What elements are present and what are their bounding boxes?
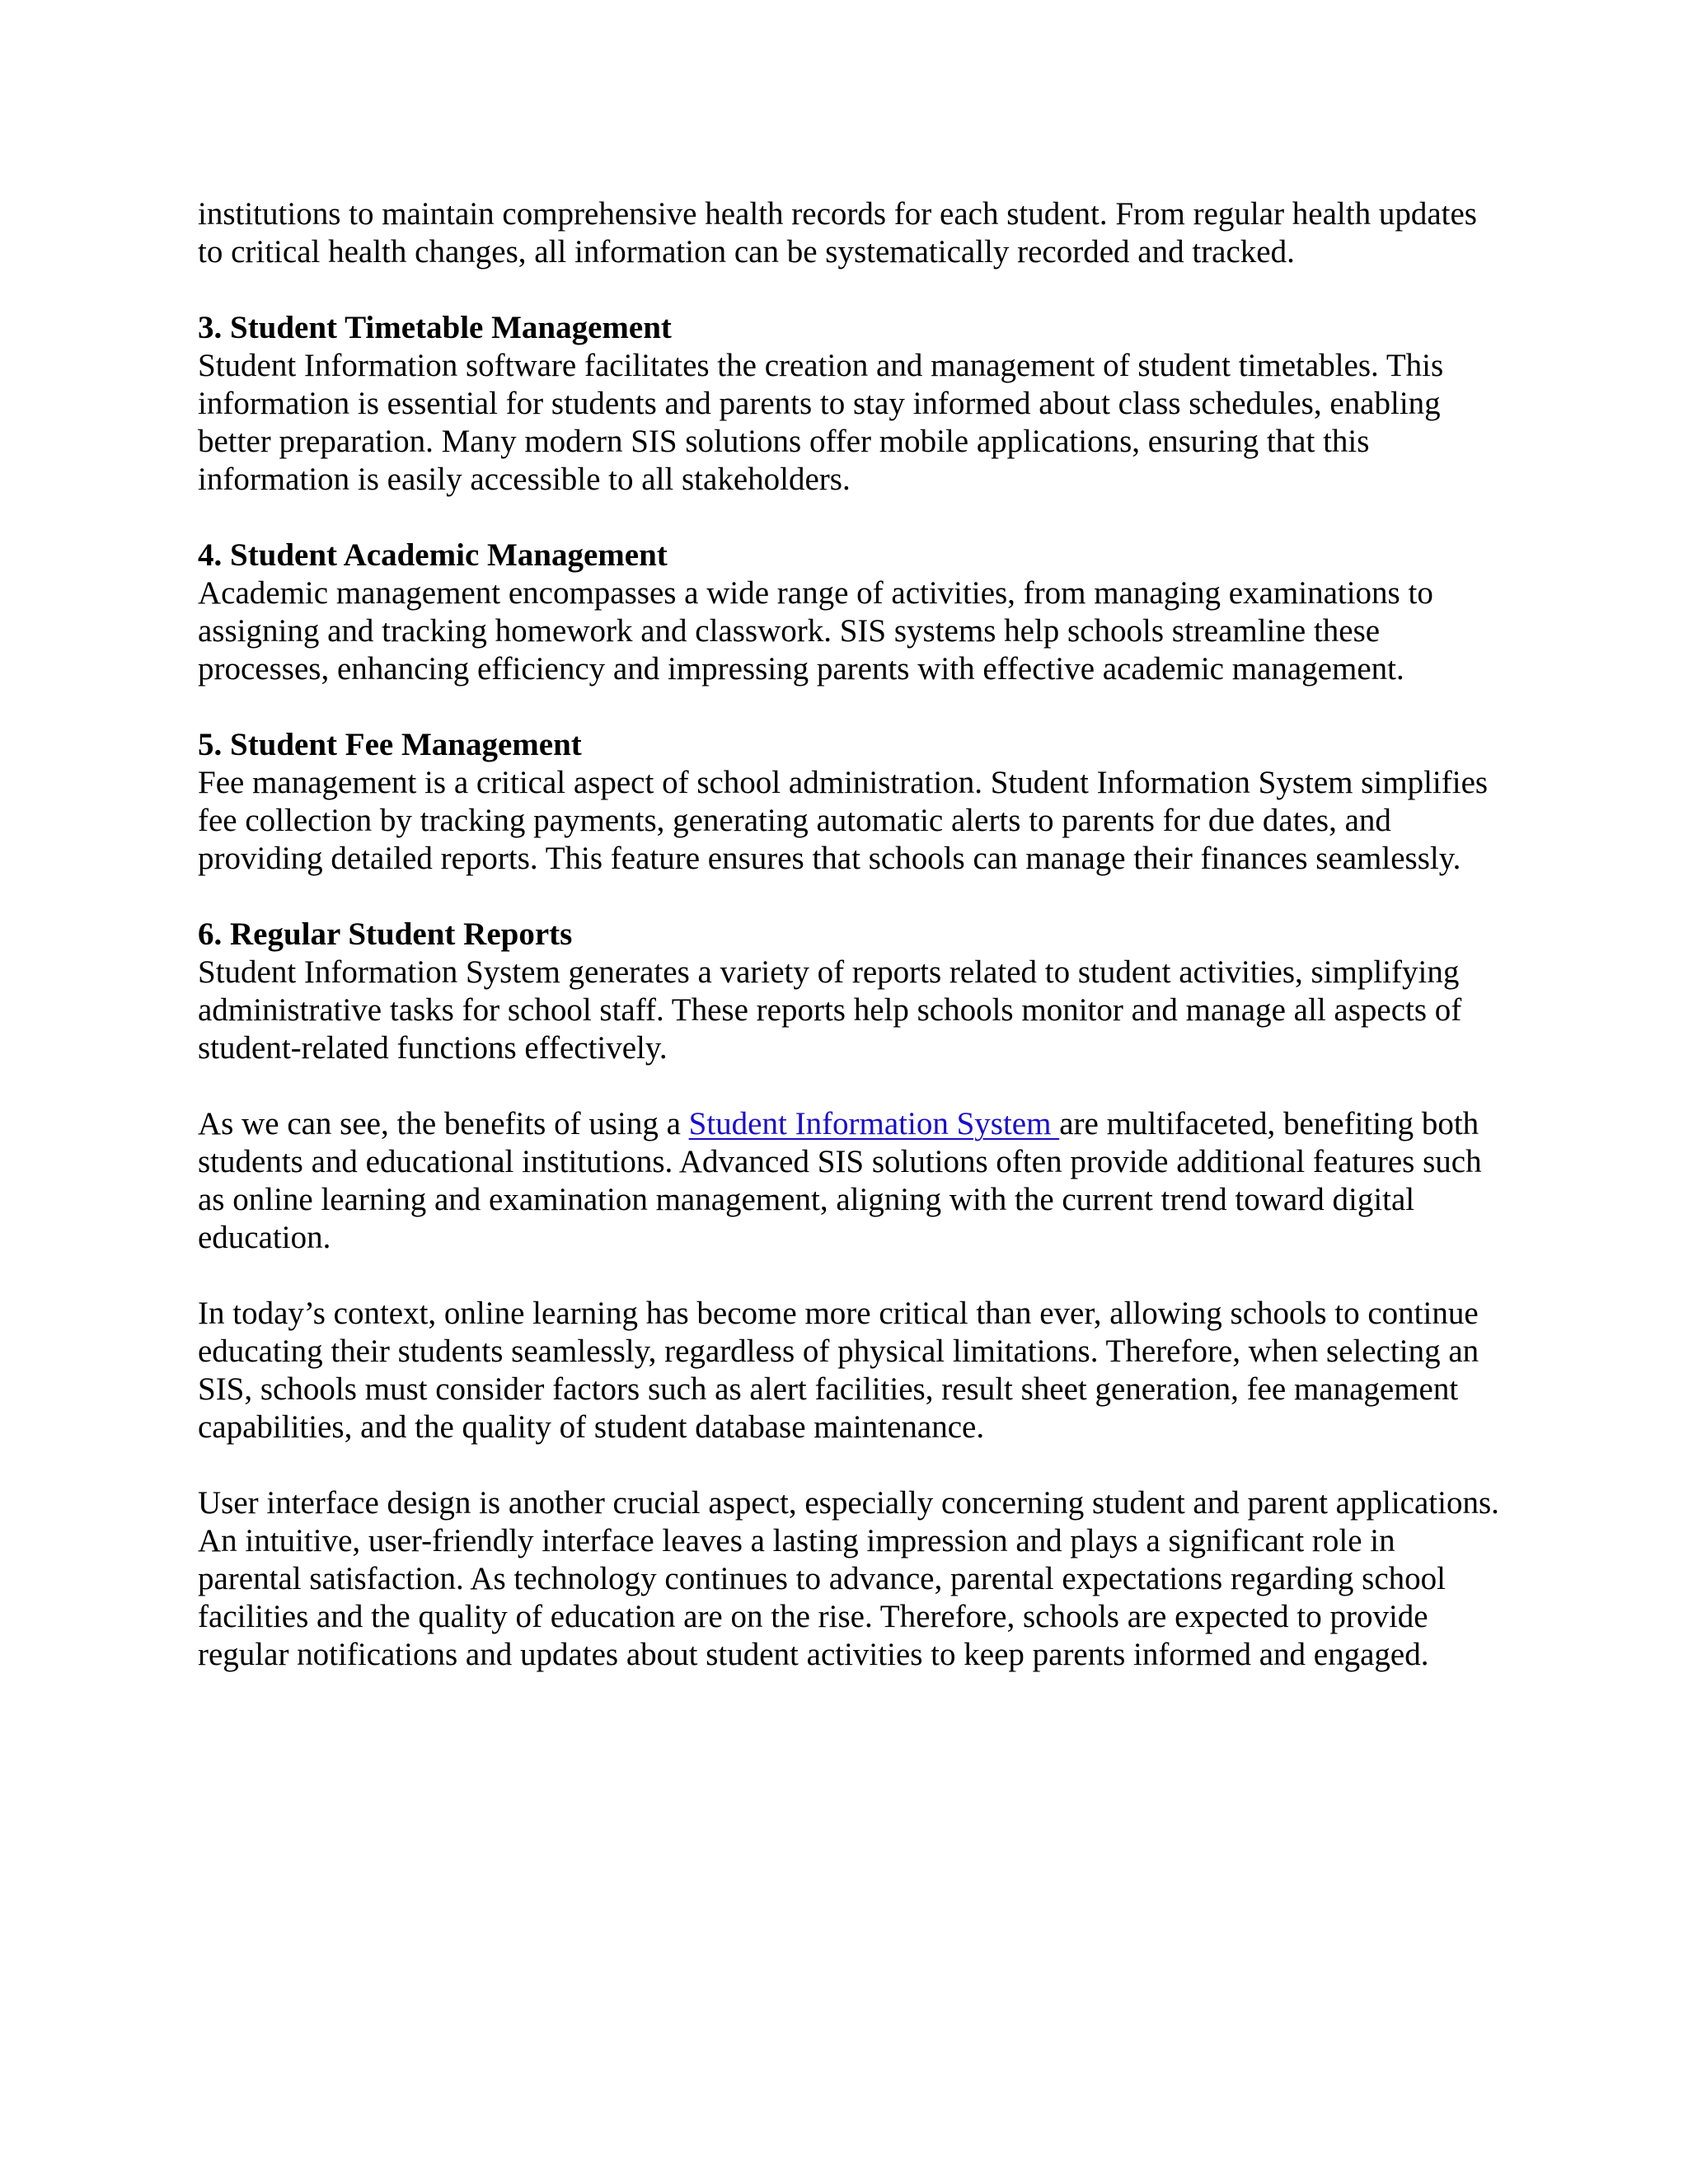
section-body: Academic management encompasses a wide range of activities, from managing examinations to assigning and tracking homework and classwork. SIS systems help schools streamline these processes, enhancing efficiency and impressing parents with effective academic management. bbox=[198, 575, 1433, 687]
conclusion-text-after: are multifaceted, benefiting both students and educational institutions. Advanced SIS solutions often provide additional features such as online learning and examination management, aligning with the current trend toward digital education. bbox=[198, 1106, 1482, 1255]
section-timetable bbox=[198, 309, 1500, 499]
section-heading: 6. Regular Student Reports bbox=[198, 916, 573, 952]
section-fee bbox=[198, 726, 1500, 878]
section-heading: 4. Student Academic Management bbox=[198, 537, 668, 573]
section-body: Student Information software facilitates the creation and management of student timetables. This information is essential for students and parents to stay informed about class schedules, enabling better preparation. Many modern SIS solutions offer mobile applications, ensuring that this information is easily accessible to all stakeholders. bbox=[198, 348, 1444, 497]
intro-paragraph: institutions to maintain comprehensive health records for each student. From regular health updates to critical health changes, all information can be systematically recorded and tracked. bbox=[198, 196, 1477, 269]
conclusion-text-before: As we can see, the benefits of using a bbox=[198, 1106, 689, 1141]
conclusion-paragraph bbox=[198, 1105, 1500, 1257]
section-body: Student Information System generates a variety of reports related to student activities, simplifying administrative tasks for school staff. These reports help schools monitor and manage all aspects of student-related functions effectively. bbox=[198, 954, 1462, 1066]
section-body: Fee management is a critical aspect of school administration. Student Information System simplifies fee collection by tracking payments, generating automatic alerts to parents for due dates, and providing detailed reports. This feature ensures that schools can manage their finances seamlessly. bbox=[198, 765, 1489, 876]
document-page bbox=[198, 195, 1500, 1712]
online-learning-paragraph: In today’s context, online learning has become more critical than ever, allowing schools to continue educating their students seamlessly, regardless of physical limitations. Therefore, when selecting an SIS, schools must consider factors such as alert facilities, result sheet generation, fee management capabilities, and the quality of student database maintenance. bbox=[198, 1296, 1479, 1445]
section-academic bbox=[198, 537, 1500, 688]
section-heading: 5. Student Fee Management bbox=[198, 727, 582, 762]
user-interface-paragraph: User interface design is another crucial aspect, especially concerning student and parent applications. An intuitive, user-friendly interface leaves a lasting impression and plays a significant role in parental satisfaction. As technology continues to advance, parental expectations regarding school facilities and the quality of education are on the rise. Therefore, schools are expected to provide regular notifications and updates about student activities to keep parents informed and engaged. bbox=[198, 1485, 1499, 1672]
section-heading: 3. Student Timetable Management bbox=[198, 310, 672, 345]
student-information-system-link[interactable]: Student Information System bbox=[688, 1106, 1060, 1141]
section-reports bbox=[198, 916, 1500, 1067]
